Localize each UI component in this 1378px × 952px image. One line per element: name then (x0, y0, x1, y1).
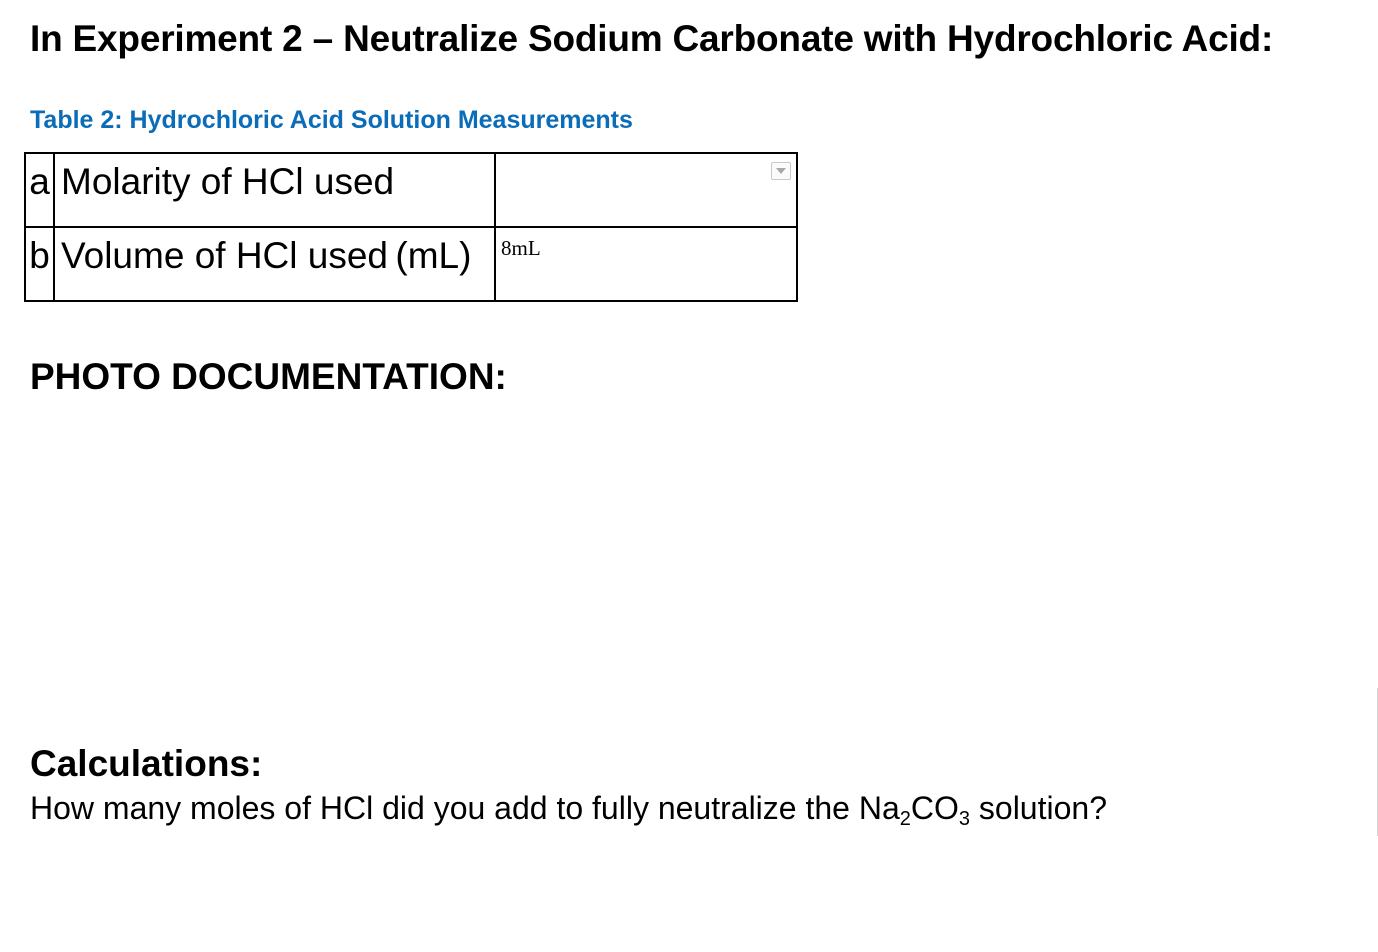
volume-value: 8mL (501, 236, 541, 260)
subscript-2: 2 (899, 808, 911, 830)
volume-value-field[interactable] (495, 227, 797, 301)
chevron-down-icon (775, 167, 787, 175)
question-text-suffix: solution? (970, 790, 1107, 826)
table-caption: Table 2: Hydrochloric Acid Solution Measurements (30, 106, 633, 134)
calculation-question (30, 790, 1107, 830)
molarity-value-field[interactable] (495, 153, 797, 227)
row-label-volume: Volume of HCl used (mL) (54, 227, 495, 301)
question-text-mid: CO (910, 790, 959, 826)
question-text-prefix: How many moles of HCl did you add to fully neutralize the Na (30, 790, 900, 826)
row-letter: b (25, 227, 54, 301)
row-label-molarity: Molarity of HCl used (54, 153, 495, 227)
table-row (25, 153, 797, 227)
dropdown-button[interactable] (771, 162, 791, 180)
subscript-3: 3 (958, 808, 970, 830)
row-letter: a (25, 153, 54, 227)
measurements-table (24, 152, 798, 302)
page-heading: In Experiment 2 – Neutralize Sodium Carbonate with Hydrochloric Acid: (30, 18, 1274, 59)
calculations-title: Calculations: (30, 743, 263, 784)
table-row (25, 227, 797, 301)
photo-documentation-title: PHOTO DOCUMENTATION: (30, 356, 507, 397)
